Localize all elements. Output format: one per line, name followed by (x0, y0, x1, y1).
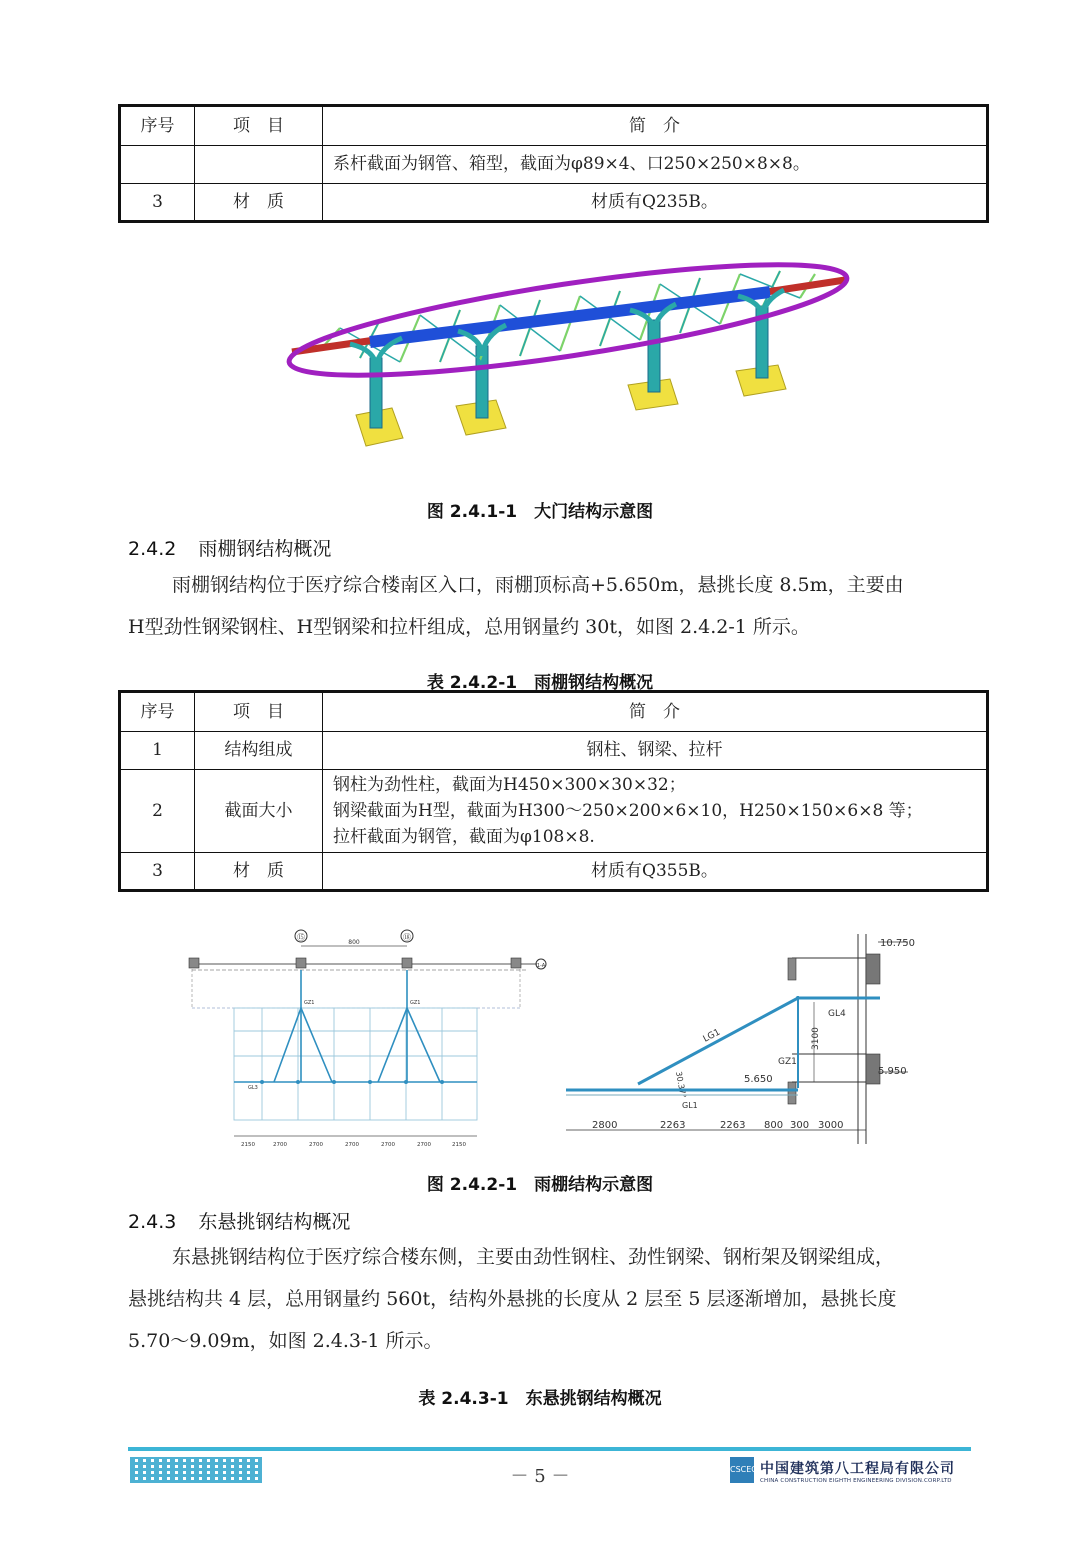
table-row (120, 146, 988, 184)
header-item: 项 目 (195, 692, 323, 732)
header-desc: 简 介 (323, 692, 988, 732)
section-bottom-dimensions (592, 1120, 843, 1131)
beam-label: GZ1 (304, 1000, 315, 1006)
elevation-top: 10.750 (880, 938, 915, 949)
section-2-4-3-heading (128, 1207, 350, 1234)
canopy-plan-drawing (182, 926, 552, 1156)
bottom-dimensions (241, 1142, 466, 1148)
paragraph-line: H型劲性钢梁钢柱、H型钢梁和拉杆组成，总用钢量约 30t，如图 2.4.2-1 所示。 (128, 616, 810, 638)
section-number: 2.4.3 (128, 1211, 177, 1233)
column-1 (370, 358, 382, 428)
elevation-mid: 5.950 (878, 1066, 907, 1077)
svg-text:2263: 2263 (660, 1120, 686, 1131)
svg-text:3000: 3000 (818, 1120, 844, 1131)
svg-text:2700: 2700 (273, 1142, 287, 1148)
section-title: 东悬挑钢结构概况 (198, 1211, 351, 1233)
section-number: 2.4.2 (128, 538, 177, 560)
figure-2-caption: 图 2.4.2-1 雨棚结构示意图 (426, 1175, 654, 1195)
cell-no: 2 (120, 770, 195, 853)
cell-desc: 材质有Q235B。 (323, 184, 988, 222)
footer-rule (128, 1447, 971, 1451)
svg-text:2700: 2700 (309, 1142, 323, 1148)
figure-1-caption: 图 2.4.1-1 大门结构示意图 (426, 502, 654, 522)
gate-structure-figure (280, 258, 860, 458)
axis-label: ⑱ (403, 933, 411, 942)
cell-no: 3 (120, 184, 195, 222)
svg-text:2150: 2150 (241, 1142, 255, 1148)
cell-desc: 钢柱为劲性柱，截面为H450×300×30×32； 钢梁截面为H型，截面为H300～250×200×6×10，H250×150×6×8 等； 拉杆截面为钢管，截面为φ108×8. (323, 770, 988, 853)
cell-no (120, 146, 195, 184)
paragraph-line: 东悬挑钢结构位于医疗综合楼东侧，主要由劲性钢柱、劲性钢梁、钢桁架及钢梁组成， (172, 1246, 895, 1268)
table-3-caption: 表 2.4.3-1 东悬挑钢结构概况 (418, 1389, 662, 1409)
section-label: GZ1 (778, 1057, 797, 1067)
paragraph-line: 雨棚钢结构位于医疗综合楼南区入口，雨棚顶标高+5.650m，悬挑长度 8.5m，主要由 (172, 574, 904, 596)
svg-text:2700: 2700 (345, 1142, 359, 1148)
cell-item (195, 146, 323, 184)
section-label: GL1 (682, 1101, 698, 1110)
axis-label: 1-A (536, 963, 546, 969)
cell-no: 1 (120, 732, 195, 770)
section-2-4-2-heading (128, 534, 331, 561)
cell-item: 结构组成 (195, 732, 323, 770)
table-header-row (120, 106, 988, 146)
header-item: 项 目 (195, 106, 323, 146)
section-label: LG1 (701, 1027, 723, 1045)
cell-item: 材 质 (195, 853, 323, 891)
page-number: － 5 － (510, 1466, 570, 1487)
cell-desc: 系杆截面为钢管、箱型，截面为φ89×4、口250×250×8×8。 (323, 146, 988, 184)
section-2-4-3-paragraph (128, 1236, 978, 1362)
svg-text:2150: 2150 (452, 1142, 466, 1148)
cell-desc: 钢柱、钢梁、拉杆 (323, 732, 988, 770)
header-no: 序号 (120, 692, 195, 732)
table-2-caption: 表 2.4.2-1 雨棚钢结构概况 (426, 673, 654, 693)
header-no: 序号 (120, 106, 195, 146)
svg-text:2800: 2800 (592, 1120, 618, 1131)
paragraph-line: 悬挑结构共 4 层，总用钢量约 560t，结构外悬挑的长度从 2 层至 5 层逐渐增加，悬挑长度 (128, 1288, 897, 1310)
svg-text:2263: 2263 (720, 1120, 746, 1131)
axis-label: ⑮ (297, 933, 305, 942)
height-dimension: 3100 (811, 1027, 821, 1050)
svg-text:300: 300 (790, 1120, 810, 1131)
beam-label: GL3 (248, 1085, 258, 1091)
top-dimension: 800 (348, 939, 360, 946)
section-title: 雨棚钢结构概况 (198, 538, 332, 560)
table-row (120, 770, 988, 853)
table-row (120, 184, 988, 222)
cell-item: 材 质 (195, 184, 323, 222)
company-logo-icon: CSCEC (730, 1457, 754, 1483)
table-header-row (120, 692, 988, 732)
cell-item: 截面大小 (195, 770, 323, 853)
column-bases (356, 365, 786, 446)
cell-desc: 材质有Q355B。 (323, 853, 988, 891)
company-name-cn: 中国建筑第八工程局有限公司 (760, 1461, 955, 1477)
svg-text:2700: 2700 (381, 1142, 395, 1148)
elevation-canopy: 5.650 (744, 1074, 773, 1085)
cell-no: 3 (120, 853, 195, 891)
paragraph-line: 5.70～9.09m，如图 2.4.3-1 所示。 (128, 1330, 443, 1352)
svg-text:800: 800 (764, 1120, 784, 1131)
table-2-canopy (118, 690, 989, 892)
angle-label: 30.37° (674, 1070, 688, 1099)
section-label: GL4 (828, 1009, 846, 1019)
table-1-continued (118, 104, 989, 223)
beam-label: GZ1 (410, 1000, 421, 1006)
canopy-section-drawing (560, 932, 920, 1152)
company-name-en: CHINA CONSTRUCTION EIGHTH ENGINEERING DIVISION.CORP.LTD (760, 1478, 952, 1484)
svg-text:2700: 2700 (417, 1142, 431, 1148)
table-row (120, 853, 988, 891)
section-2-4-2-paragraph (128, 564, 978, 648)
table-row (120, 732, 988, 770)
header-desc: 简 介 (323, 106, 988, 146)
